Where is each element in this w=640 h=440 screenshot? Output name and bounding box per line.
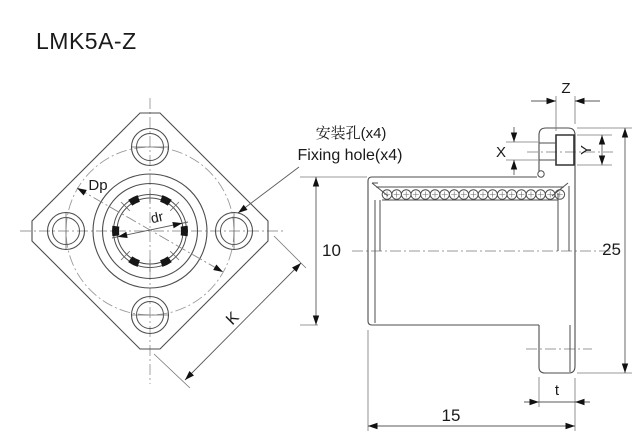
dim-flange-height: 25 xyxy=(602,240,621,259)
drawing-title: LMK5A-Z xyxy=(36,28,137,54)
dim-counterbore-dia: Y xyxy=(578,144,595,156)
dim-flange-thickness: t xyxy=(554,382,560,399)
dim-body-length: 15 xyxy=(441,406,461,425)
fixing-hole-leader xyxy=(238,167,299,213)
dim-hole-dia: X xyxy=(495,144,507,161)
drill-hole-lines xyxy=(539,143,556,160)
front-centerlines xyxy=(20,98,284,384)
dim-counterbore-depth: Z xyxy=(561,80,571,97)
counterbore-section xyxy=(556,135,574,165)
bore-edge-lines xyxy=(375,186,570,372)
front-view xyxy=(20,98,306,388)
k-label: K xyxy=(223,309,243,329)
k-dimension-line xyxy=(185,263,301,380)
dr-label: dr xyxy=(149,207,165,227)
fixing-hole-note-zh: 安装孔(x4) xyxy=(315,125,387,142)
seal-groove-notch xyxy=(538,171,544,177)
dp-label: Dp xyxy=(88,177,108,194)
fixing-hole-note-en: Fixing hole(x4) xyxy=(297,147,403,164)
side-view xyxy=(352,128,616,373)
ball-row xyxy=(382,190,564,200)
dim-outer-dia: 10 xyxy=(322,241,341,260)
